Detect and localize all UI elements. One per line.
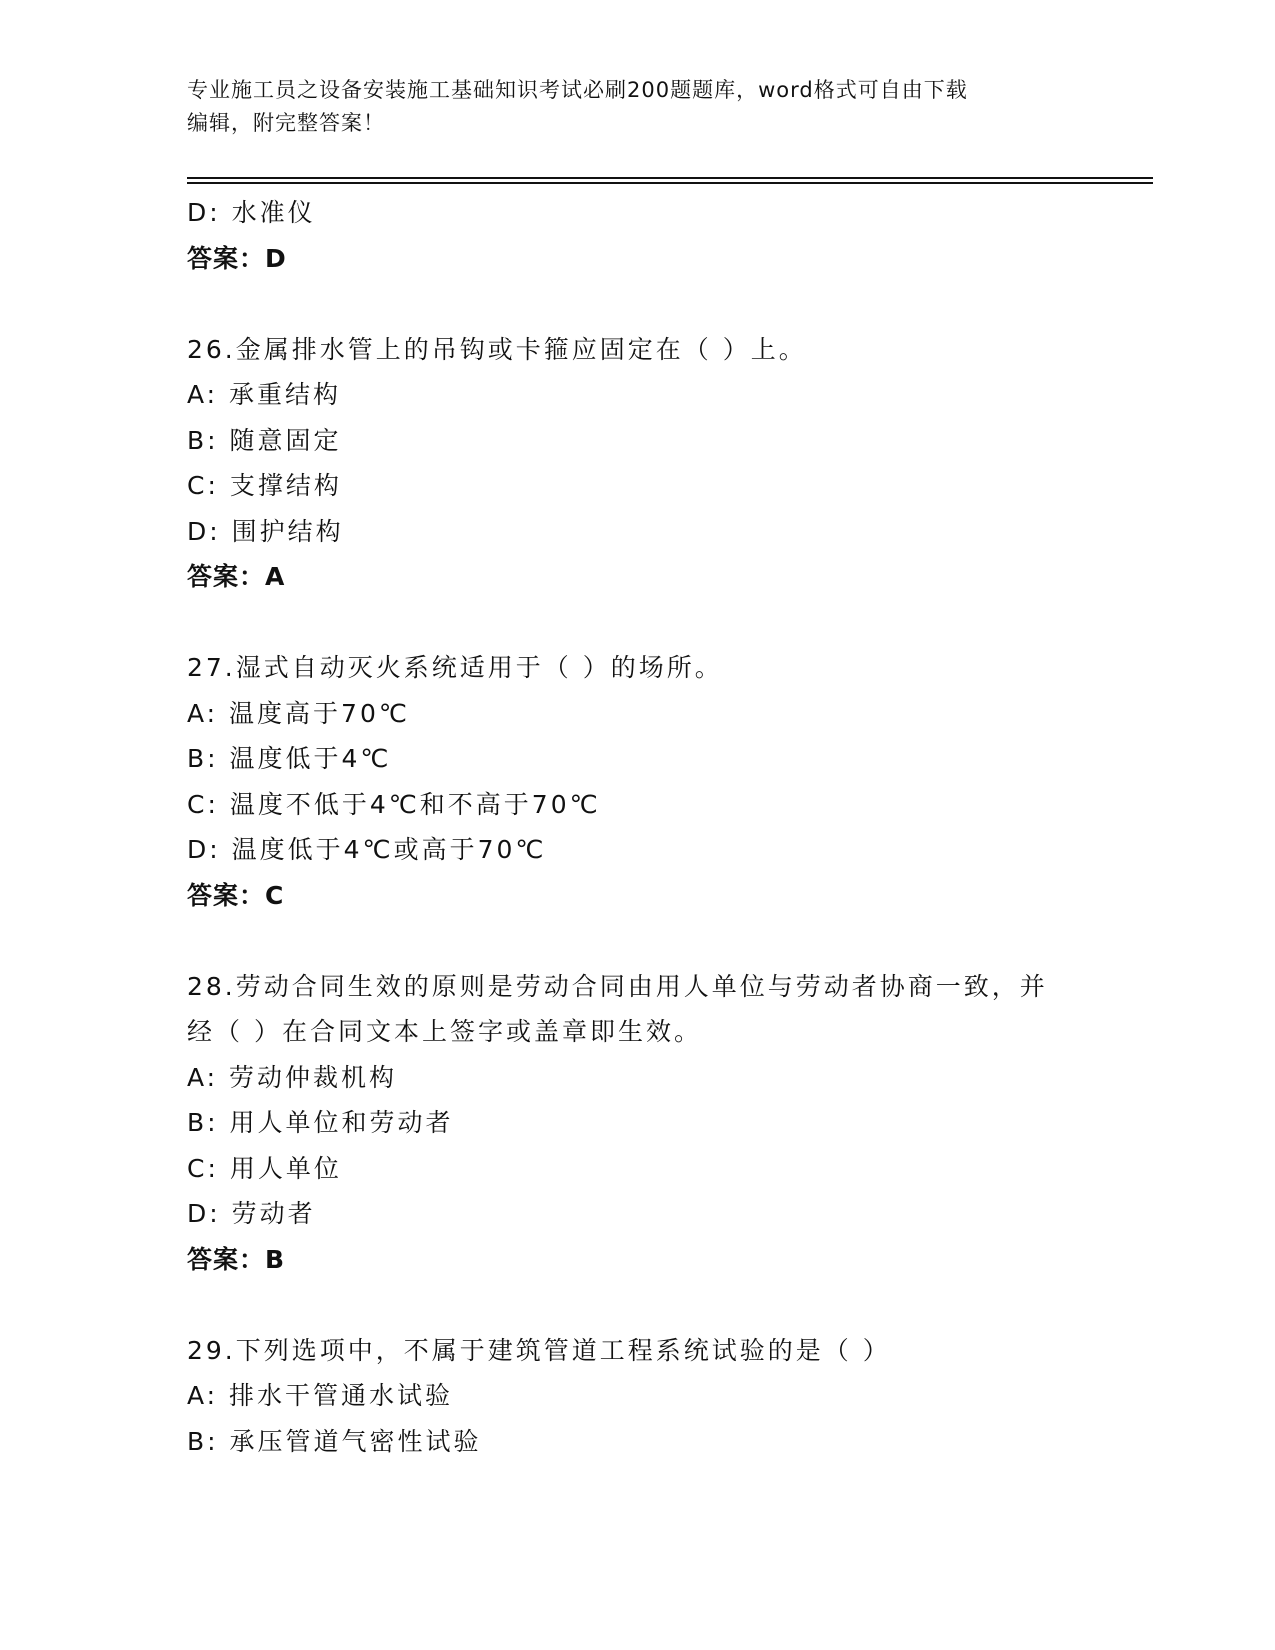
option-c: C: 温度不低于4℃和不高于70℃ <box>187 789 601 819</box>
header-title-line-1: 专业施工员之设备安装施工基础知识考试必刷200题题库，word格式可自由下载 <box>187 78 968 102</box>
option-c: C: 用人单位 <box>187 1153 342 1183</box>
question-26 <box>187 327 1087 600</box>
option-a: A: 承重结构 <box>187 380 342 409</box>
spacer <box>187 1282 1087 1328</box>
option-c: C: 支撑结构 <box>187 471 342 500</box>
option-d: D: 劳动者 <box>187 1199 316 1228</box>
question-content <box>187 190 1087 1464</box>
header-rule-top <box>187 177 1153 179</box>
question-29 <box>187 1328 1087 1465</box>
question-stem: 27.湿式自动灭火系统适用于（ ）的场所。 <box>187 653 723 682</box>
answer-line: 答案：C <box>187 880 285 910</box>
option-a: A: 劳动仲裁机构 <box>187 1062 398 1092</box>
option-d: D: 水准仪 <box>187 198 316 227</box>
spacer <box>187 600 1087 646</box>
header-title-line-2: 编辑，附完整答案！ <box>187 111 385 135</box>
question-stem: 26.金属排水管上的吊钩或卡箍应固定在（ ）上。 <box>187 334 807 364</box>
spacer <box>187 918 1087 964</box>
question-stem-continued: 经（ ）在合同文本上签字或盖章即生效。 <box>187 1017 702 1046</box>
document-header <box>187 74 1087 140</box>
header-rule-bottom <box>187 182 1153 184</box>
question-28 <box>187 964 1087 1283</box>
answer-line: 答案：A <box>187 562 286 591</box>
option-b: B: 用人单位和劳动者 <box>187 1108 454 1137</box>
option-a: A: 温度高于70℃ <box>187 698 410 728</box>
question-stem: 28.劳动合同生效的原则是劳动合同由用人单位与劳动者协商一致，并 <box>187 971 1048 1001</box>
spacer <box>187 281 1087 327</box>
option-b: B: 承压管道气密性试验 <box>187 1426 482 1456</box>
option-b: B: 温度低于4℃ <box>187 744 392 773</box>
option-b: B: 随意固定 <box>187 425 342 455</box>
option-d: D: 围护结构 <box>187 516 344 546</box>
answer-line: 答案：B <box>187 1244 286 1274</box>
option-a: A: 排水干管通水试验 <box>187 1381 454 1410</box>
question-stem: 29.下列选项中，不属于建筑管道工程系统试验的是（ ） <box>187 1335 891 1365</box>
question-27 <box>187 645 1087 918</box>
option-d: D: 温度低于4℃或高于70℃ <box>187 835 547 864</box>
answer-line: 答案：D <box>187 243 287 273</box>
